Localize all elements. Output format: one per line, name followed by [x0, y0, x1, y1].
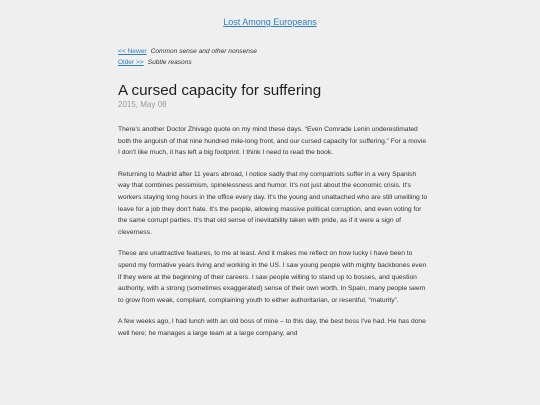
post-paragraph: There's another Doctor Zhivago quote on my mind these days. “Even Comrade Lenin underestimated both the anguish of that nine hundred mile-long front, and our cursed capacity for suffering.” For a movie I don't like much, it has left a big footprint. I think I need to read the book. — [118, 126, 427, 157]
post-paragraph: Returning to Madrid after 11 years abroad, I notice sadly that my compatriots suffer in a very Spanish way that combines pessimism, spinelessness and humor. It's not just about the economic crisis. It's workers staying long hours in the office every day. It's the young and unattached who are still unwilling to leave for a job they don't hate. It's the people, allowing massive political corruption, and even voting for the same corrupt parties. It's that old sense of inevitability taken with pride, as if it were a sign of cleverness. — [118, 170, 428, 236]
post-paragraph: These are unattractive features, to me at least. And it makes me reflect on how lucky I have been to spend my formative years living and working in the US. I saw young people with mighty backbones even if they were at the beginning of their careers. I saw people willing to stand up to bosses, and question authority, with a strong (sometimes exaggerated) sense of their own worth. In Spain, many people seem to grow from weak, compliant, complaining youth to either authoritarian, or resentful, “maturity”. — [118, 250, 427, 304]
newer-post-link[interactable]: << Newer — [118, 48, 147, 55]
post-title: A cursed capacity for suffering — [118, 82, 322, 99]
post-paragraph: A few weeks ago, I had lunch with an old boss of mine – to this day, the best boss I've had. He has done well here; he manages a large team at a large company, and — [118, 318, 426, 337]
site-header — [0, 17, 540, 27]
older-post-nav — [118, 57, 428, 68]
post-body — [118, 124, 428, 340]
post-container — [118, 46, 428, 350]
post-date: 2015, May 08 — [118, 100, 167, 109]
older-post-title: Subtle reasons — [147, 59, 192, 66]
site-title-link[interactable]: Lost Among Europeans — [223, 17, 317, 27]
newer-post-nav — [118, 46, 428, 57]
older-post-link[interactable]: Older >> — [118, 59, 144, 66]
newer-post-title: Common sense and other nonsense — [150, 48, 257, 55]
